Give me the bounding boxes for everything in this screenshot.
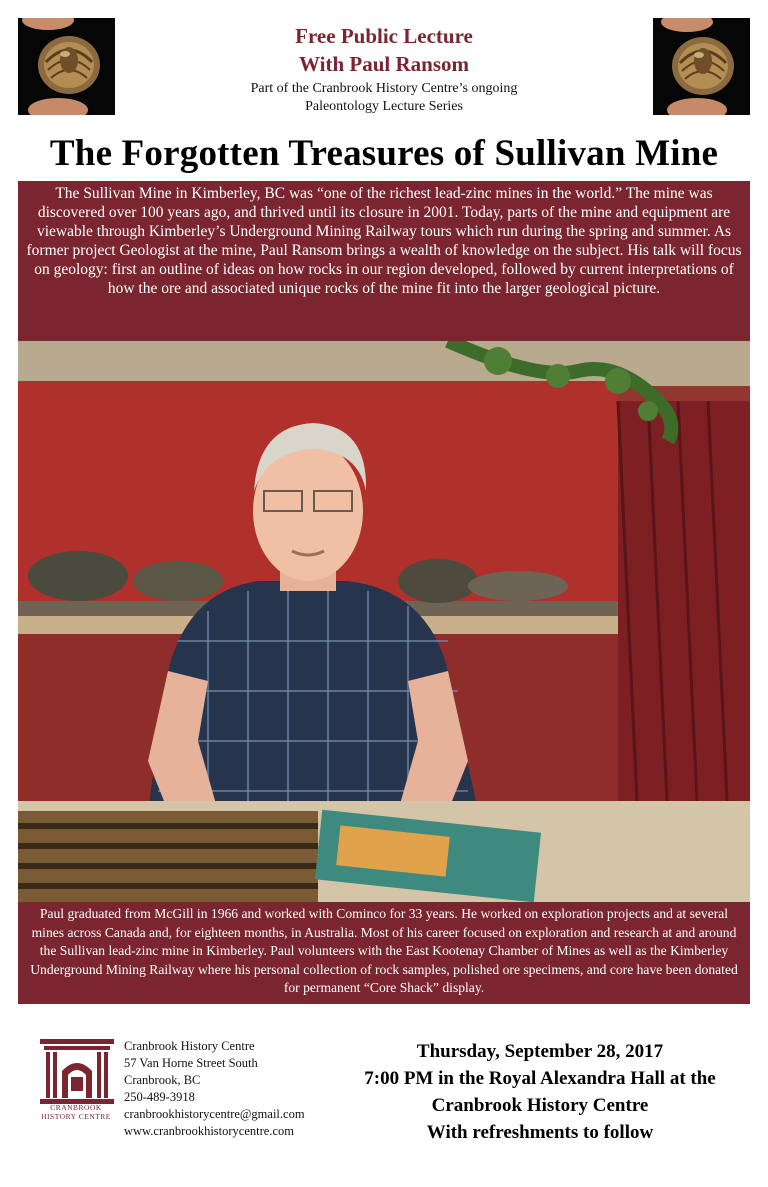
event-date: Thursday, September 28, 2017 (416, 1041, 664, 1062)
logo-text-line2: HISTORY CENTRE (41, 1111, 111, 1121)
logo-text (30, 1104, 122, 1121)
speaker-photo (18, 341, 750, 902)
logo-text-line1: CRANBROOK (50, 1103, 102, 1112)
event-venue: Cranbrook History Centre (431, 1095, 649, 1116)
email-address: cranbrookhistorycentre@gmail.com (124, 1107, 305, 1121)
fossil-photo-left (18, 18, 115, 115)
speaker-bio: Paul graduated from McGill in 1966 and worked with Cominco for 33 years. He worked on exploration projects and at several mines across Canada and, for eighteen months, in Australia. Most of his career focused on exploration and research at and around the Sullivan lead-zinc mine in Kimberley. Paul volunteers with the East Kootenay Chamber of Mines as well as the Kimberley Underground Mining Railway where his personal collection of rock samples, polished ore specimens, and core have been donated for permanent “Core Shack” display. (18, 902, 750, 1004)
intro-paragraph: The Sullivan Mine in Kimberley, BC was “one of the richest lead-zinc mines in the world.” The mine was discovered over 100 years ago, and thrived until its closure in 2001. Today, parts of the mine and equipment are viewable through Kimberley’s Underground Mining Railway tours which run during the spring and summer. As former project Geologist at the mine, Paul Ransom brings a wealth of knowledge on the subject. His talk will focus on geology: first an outline of ideas on how rocks in our region developed, followed by current interpretations of how the ore and associated unique rocks of the mine fit into the larger geological picture. (18, 181, 750, 341)
event-details (330, 1038, 750, 1146)
lecture-title: The Forgotten Treasures of Sullivan Mine (49, 133, 719, 174)
headline-line-2: With Paul Ransom (299, 52, 469, 76)
series-line-1: Part of the Cranbrook History Centre’s ongoing (250, 81, 518, 96)
fossil-photo-right (653, 18, 750, 115)
street-address: 57 Van Horne Street South (124, 1056, 258, 1070)
city: Cranbrook, BC (124, 1073, 201, 1087)
phone-number: 250-489-3918 (124, 1090, 195, 1104)
contact-info (124, 1038, 339, 1140)
headline-line-1: Free Public Lecture (295, 24, 473, 48)
header (120, 22, 648, 116)
org-name: Cranbrook History Centre (124, 1039, 255, 1053)
series-line-2: Paleontology Lecture Series (305, 99, 463, 114)
event-refreshments: With refreshments to follow (426, 1122, 654, 1143)
event-time-location: 7:00 PM in the Royal Alexandra Hall at the (364, 1068, 716, 1089)
website-url: www.cranbrookhistorycentre.com (124, 1124, 294, 1138)
